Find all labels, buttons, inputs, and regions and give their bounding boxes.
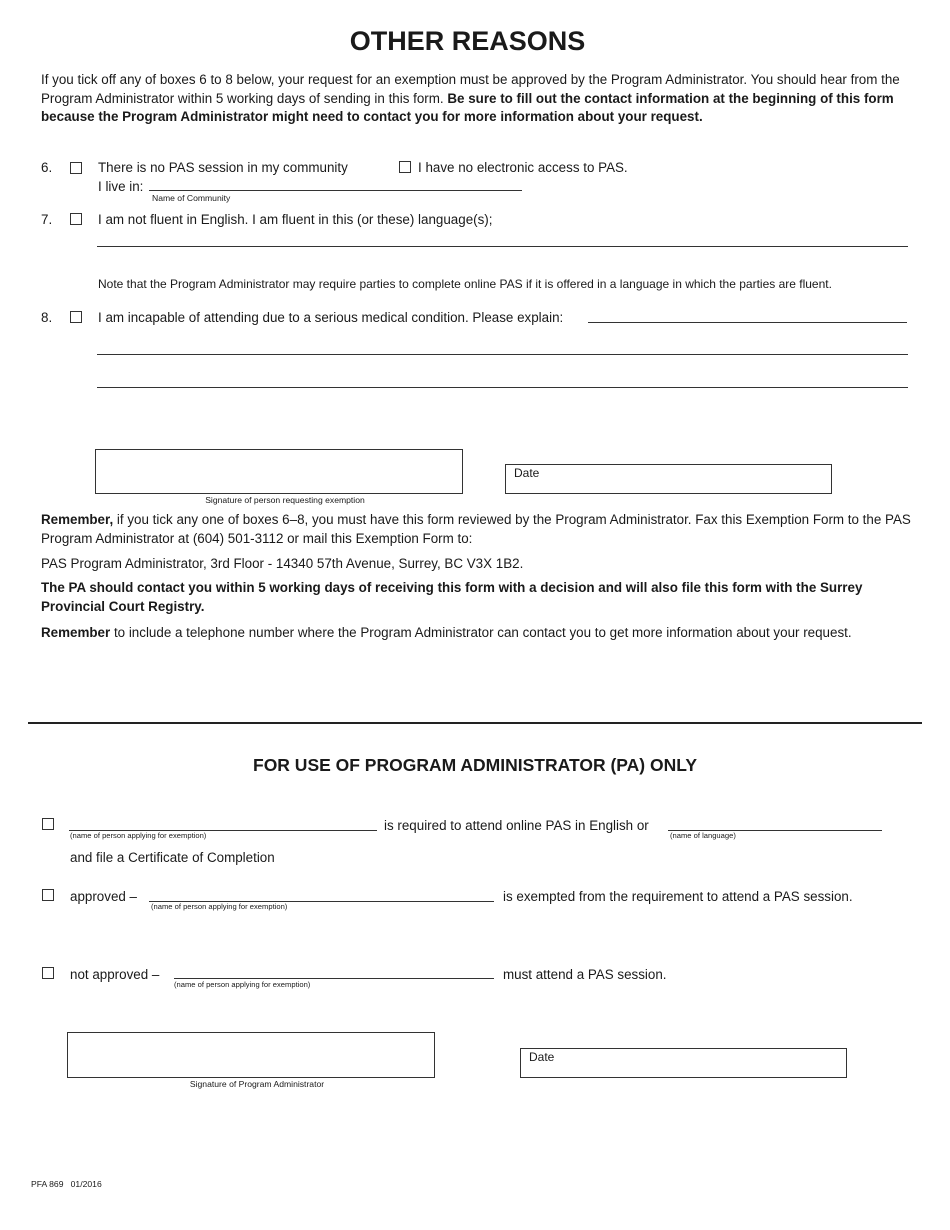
pa-row1-name-caption: (name of person applying for exemption) xyxy=(70,831,207,840)
item-8-label: I am incapable of attending due to a serious medical condition. Please explain: xyxy=(98,310,564,325)
pa-required-checkbox[interactable] xyxy=(42,818,54,830)
item-8-number: 8. xyxy=(41,310,53,325)
pa-row3-text: must attend a PAS session. xyxy=(503,967,667,982)
pa-date-label: Date xyxy=(529,1050,555,1064)
remember-1-bold: Remember, xyxy=(41,512,114,527)
item-6-option-b-checkbox[interactable] xyxy=(399,161,411,173)
remember-paragraph-2 xyxy=(41,624,911,643)
item-8-checkbox[interactable] xyxy=(70,311,82,323)
pa-row2-name-caption: (name of person applying for exemption) xyxy=(151,902,288,911)
pa-row3-name-caption: (name of person applying for exemption) xyxy=(174,980,311,989)
pa-row1-continuation: and file a Certificate of Completion xyxy=(70,850,275,865)
pa-address: PAS Program Administrator, 3rd Floor - 14340 57th Avenue, Surrey, BC V3X 1B2. xyxy=(41,556,524,571)
item-6-number: 6. xyxy=(41,160,53,175)
requester-signature-caption: Signature of person requesting exemption xyxy=(205,495,365,505)
pa-row1-language-caption: (name of language) xyxy=(670,831,736,840)
pa-approved-checkbox[interactable] xyxy=(42,889,54,901)
intro-bold-text: Be sure to fill out the contact information at the beginning of this form because the Program Administrator might need to contact you for more information about your request. xyxy=(41,90,894,124)
pa-date-box[interactable] xyxy=(520,1048,847,1078)
item-7-note: Note that the Program Administrator may require parties to complete online PAS if it is offered in a language in which the parties are fluent. xyxy=(98,277,832,291)
remember-2-text: to include a telephone number where the Program Administrator can contact you to get more information about your request. xyxy=(110,625,852,640)
remember-2-bold: Remember xyxy=(41,625,111,640)
pa-row2-text: is exempted from the requirement to attend a PAS session. xyxy=(503,889,853,904)
pa-signature-box[interactable] xyxy=(67,1032,435,1078)
item-6-option-a-label: There is no PAS session in my community xyxy=(98,160,348,175)
requester-signature-box[interactable] xyxy=(95,449,463,494)
item-7-number: 7. xyxy=(41,212,53,227)
medical-explanation-line-1[interactable] xyxy=(588,322,907,323)
pa-section-title: FOR USE OF PROGRAM ADMINISTRATOR (PA) ONLY xyxy=(253,755,697,775)
item-7-checkbox[interactable] xyxy=(70,213,82,225)
community-caption: Name of Community xyxy=(152,193,231,203)
remember-1-text: if you tick any one of boxes 6–8, you must have this form reviewed by the Program Administrator. Fax this Exemption Form to the PAS Program Administrator at (604) 501-3112 or mail this Exemption Form to: xyxy=(41,512,911,546)
medical-explanation-line-2[interactable] xyxy=(97,354,908,355)
section-divider xyxy=(28,722,922,724)
item-7-label: I am not fluent in English. I am fluent in this (or these) language(s); xyxy=(98,212,493,227)
page-title: OTHER REASONS xyxy=(349,26,586,56)
item-6-option-b-label: I have no electronic access to PAS. xyxy=(418,160,628,175)
pa-not-approved-label: not approved – xyxy=(70,967,160,982)
live-in-label: I live in: xyxy=(98,179,144,194)
pa-not-approved-checkbox[interactable] xyxy=(42,967,54,979)
medical-explanation-line-3[interactable] xyxy=(97,387,908,388)
intro-normal-text: If you tick off any of boxes 6 to 8 below, your request for an exemption must be approved by the Program Administrator. You should hear from the Program Administrator within 5 working days of sending in this form. xyxy=(41,72,900,106)
community-input[interactable] xyxy=(149,190,522,191)
form-number-footer: PFA 869 01/2016 xyxy=(31,1179,102,1189)
requester-date-label: Date xyxy=(514,466,540,480)
pa-row1-text: is required to attend online PAS in English or xyxy=(384,818,649,833)
remember-paragraph-1 xyxy=(41,511,911,548)
pa-approved-label: approved – xyxy=(70,889,138,904)
intro-paragraph xyxy=(41,71,911,127)
language-input[interactable] xyxy=(97,246,908,247)
item-6-checkbox[interactable] xyxy=(70,162,82,174)
pa-row3-name-input[interactable] xyxy=(174,978,494,979)
pa-signature-caption: Signature of Program Administrator xyxy=(189,1079,325,1089)
pa-contact-notice: The PA should contact you within 5 working days of receiving this form with a decision and will also file this form with the Surrey Provincial Court Registry. xyxy=(41,580,863,614)
requester-date-box[interactable] xyxy=(505,464,832,494)
